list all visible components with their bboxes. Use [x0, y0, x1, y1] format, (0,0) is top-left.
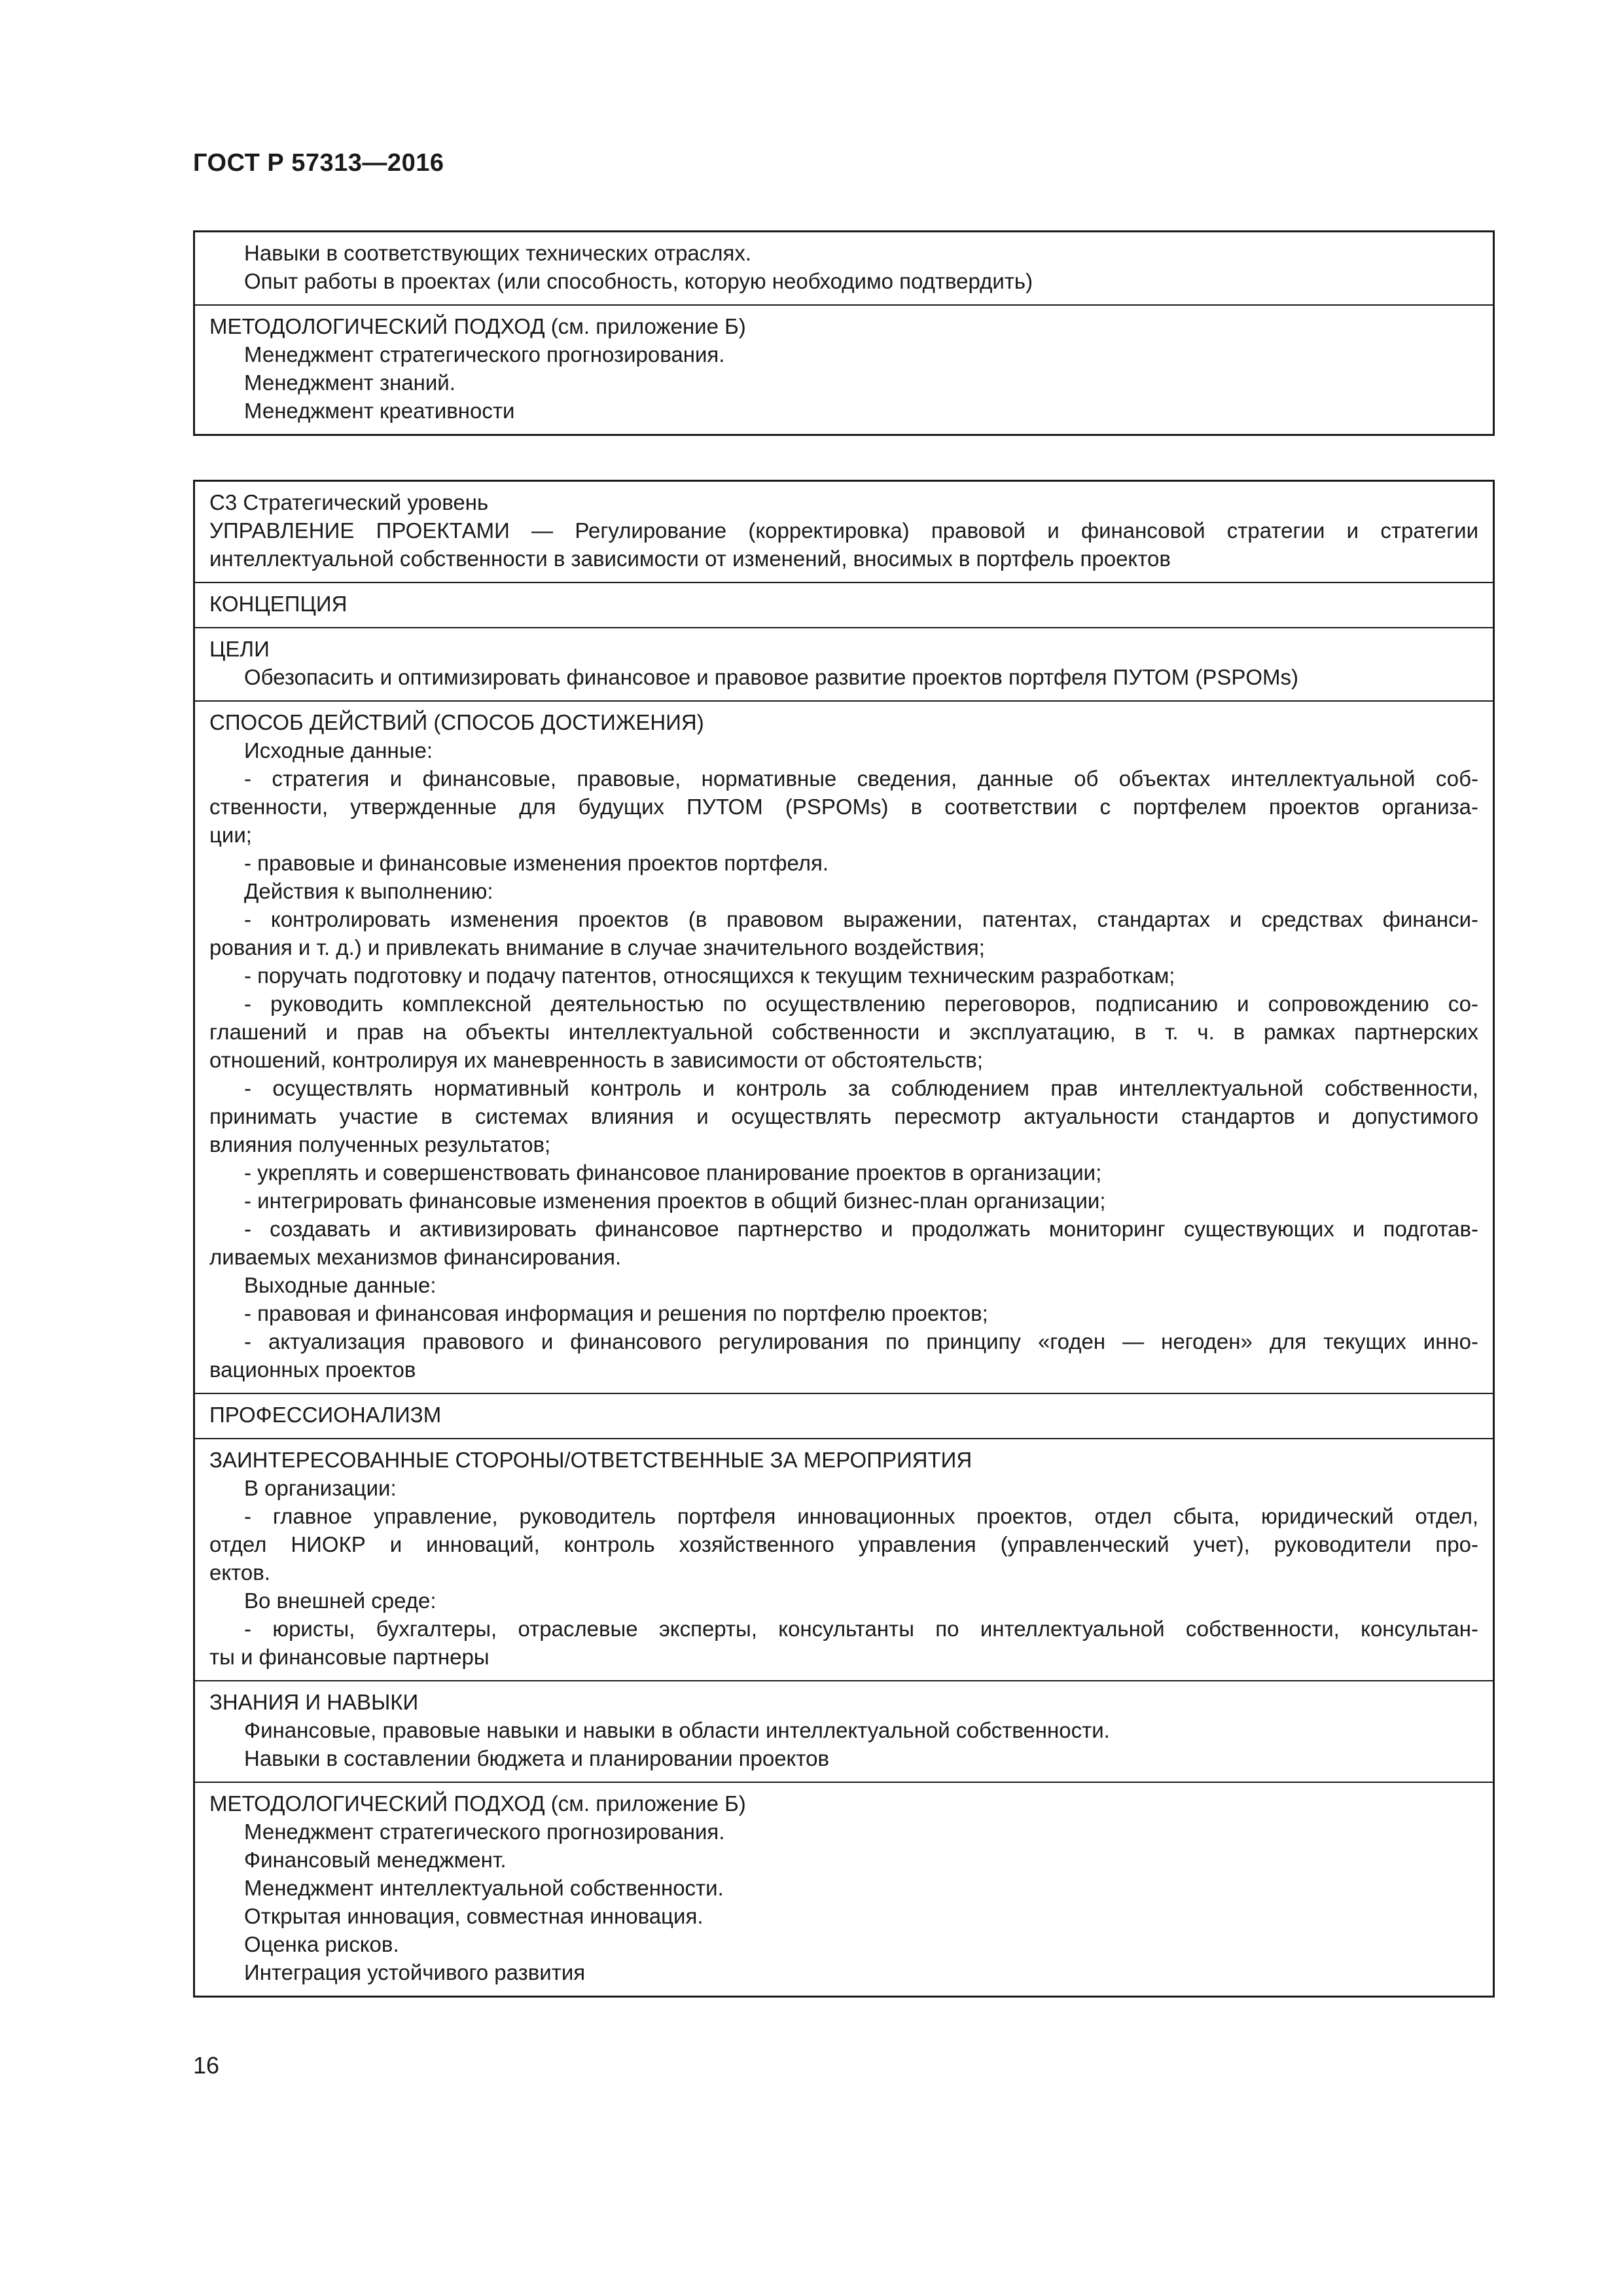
text-line: - актуализация правового и финансового регулирования по принципу «годен — негоден» для текущих инно-	[244, 1329, 1478, 1354]
skills-cell	[195, 232, 1493, 304]
text-line: Действия к выполнению:	[244, 879, 493, 903]
text-line: Менеджмент знаний.	[244, 370, 455, 395]
methodology-cell	[195, 304, 1493, 434]
cell-title: ЦЕЛИ	[209, 637, 270, 661]
text-line: интеллектуальной собственности в зависимости от изменений, вносимых в портфель проектов	[209, 547, 1171, 571]
text-line: Менеджмент стратегического прогнозирования.	[244, 342, 725, 367]
text-line: - правовые и финансовые изменения проектов портфеля.	[244, 851, 829, 875]
text-line: отношений, контролируя их маневренность в зависимости от обстоятельств;	[209, 1048, 983, 1072]
text-line: Навыки в составлении бюджета и планировании проектов	[244, 1746, 829, 1770]
goals-cell	[195, 627, 1493, 700]
method-lines	[209, 736, 1478, 1384]
text-line: Исходные данные:	[244, 738, 433, 762]
text-line: вационных проектов	[209, 1357, 416, 1382]
professionalism-cell	[195, 1393, 1493, 1438]
page-number: 16	[193, 2052, 220, 2079]
text-line: Выходные данные:	[244, 1273, 437, 1297]
cell-title: ПРОФЕССИОНАЛИЗМ	[209, 1403, 442, 1427]
text-line: В организации:	[244, 1476, 397, 1500]
text-line: - главное управление, руководитель портфеля инновационных проектов, отдел сбыта, юридический отдел,	[244, 1504, 1478, 1528]
text-line: - укреплять и совершенствовать финансовое планирование проектов в организации;	[244, 1160, 1102, 1185]
text-line: - интегрировать финансовые изменения проектов в общий бизнес-план организации;	[244, 1189, 1106, 1213]
text-line: Опыт работы в проектах (или способность, которую необходимо подтвердить)	[244, 269, 1033, 293]
text-line: Финансовые, правовые навыки и навыки в области интеллектуальной собственности.	[244, 1718, 1110, 1742]
text-line: УПРАВЛЕНИЕ ПРОЕКТАМИ — Регулирование (корректировка) правовой и финансовой стратегии и стратегии	[209, 518, 1478, 543]
text-line: - создавать и активизировать финансовое партнерство и продолжать мониторинг существующих и подготав-	[244, 1217, 1478, 1241]
level-title: С3 Стратегический уровень	[209, 490, 489, 514]
text-line: Обезопасить и оптимизировать финансовое и правовое развитие проектов портфеля ПУТОМ (PSPOMs)	[244, 665, 1299, 689]
text-line: Финансовый менеджмент.	[244, 1848, 507, 1872]
method-cell	[195, 700, 1493, 1393]
text-line: влияния полученных результатов;	[209, 1132, 551, 1157]
text-line: - контролировать изменения проектов (в правовом выражении, патентах, стандартах и средствах финанси-	[244, 907, 1478, 931]
text-line: отдел НИОКР и инноваций, контроль хозяйственного управления (управленческий учет), руководители про-	[209, 1532, 1478, 1556]
text-line: Оценка рисков.	[244, 1932, 399, 1956]
text-line: Навыки в соответствующих технических отраслях.	[244, 241, 752, 265]
methodology-cell	[195, 1782, 1493, 1996]
text-line: - правовая и финансовая информация и решения по портфелю проектов;	[244, 1301, 988, 1325]
cell-title: МЕТОДОЛОГИЧЕСКИЙ ПОДХОД (см. приложение Б)	[209, 1791, 746, 1816]
stakeholder-lines	[209, 1474, 1478, 1671]
stakeholders-cell	[195, 1438, 1493, 1680]
text-line: Менеджмент интеллектуальной собственности.	[244, 1876, 724, 1900]
text-line: - руководить комплексной деятельностью по осуществлению переговоров, подписанию и сопровождению со-	[244, 992, 1478, 1016]
cell-title: СПОСОБ ДЕЙСТВИЙ (СПОСОБ ДОСТИЖЕНИЯ)	[209, 710, 704, 734]
knowledge-cell	[195, 1680, 1493, 1782]
text-line: - поручать подготовку и подачу патентов, относящихся к текущим техническим разработкам;	[244, 963, 1175, 988]
document-code: ГОСТ Р 57313—2016	[193, 149, 444, 177]
text-line: - стратегия и финансовые, правовые, нормативные сведения, данные об объектах интеллектуальной соб-	[244, 766, 1478, 791]
cell-title: ЗАИНТЕРЕСОВАННЫЕ СТОРОНЫ/ОТВЕТСТВЕННЫЕ ЗА МЕРОПРИЯТИЯ	[209, 1448, 972, 1472]
text-line: ты и финансовые партнеры	[209, 1645, 490, 1669]
text-line: Менеджмент креативности	[244, 399, 515, 423]
text-line: Интеграция устойчивого развития	[244, 1960, 586, 1984]
text-line: ектов.	[209, 1560, 270, 1585]
table-continuation	[193, 230, 1495, 436]
text-line: Открытая инновация, совместная инновация.	[244, 1904, 704, 1928]
cell-title: МЕТОДОЛОГИЧЕСКИЙ ПОДХОД (см. приложение Б)	[209, 314, 746, 338]
text-line: - осуществлять нормативный контроль и контроль за соблюдением прав интеллектуальной собственности,	[244, 1076, 1478, 1100]
text-line: Во внешней среде:	[244, 1588, 437, 1613]
level-cell	[195, 482, 1493, 582]
text-line: - юристы, бухгалтеры, отраслевые эксперты, консультанты по интеллектуальной собственности, консультан-	[244, 1617, 1478, 1641]
cell-title: КОНЦЕПЦИЯ	[209, 592, 348, 616]
concept-cell	[195, 582, 1493, 627]
strategic-level-table	[193, 480, 1495, 1998]
cell-title: ЗНАНИЯ И НАВЫКИ	[209, 1690, 419, 1714]
text-line: ливаемых механизмов финансирования.	[209, 1245, 622, 1269]
text-line: ственности, утвержденные для будущих ПУТОМ (PSPOMs) в соответствии с портфелем проектов организа-	[209, 795, 1478, 819]
text-line: глашений и прав на объекты интеллектуальной собственности и эксплуатацию, в т. ч. в рамках партнерских	[209, 1020, 1478, 1044]
text-line: ции;	[209, 823, 252, 847]
text-line: Менеджмент стратегического прогнозирования.	[244, 1820, 725, 1844]
text-line: рования и т. д.) и привлекать внимание в случае значительного воздействия;	[209, 935, 985, 960]
text-line: принимать участие в системах влияния и осуществлять пересмотр актуальности стандартов и допустимого	[209, 1104, 1478, 1128]
